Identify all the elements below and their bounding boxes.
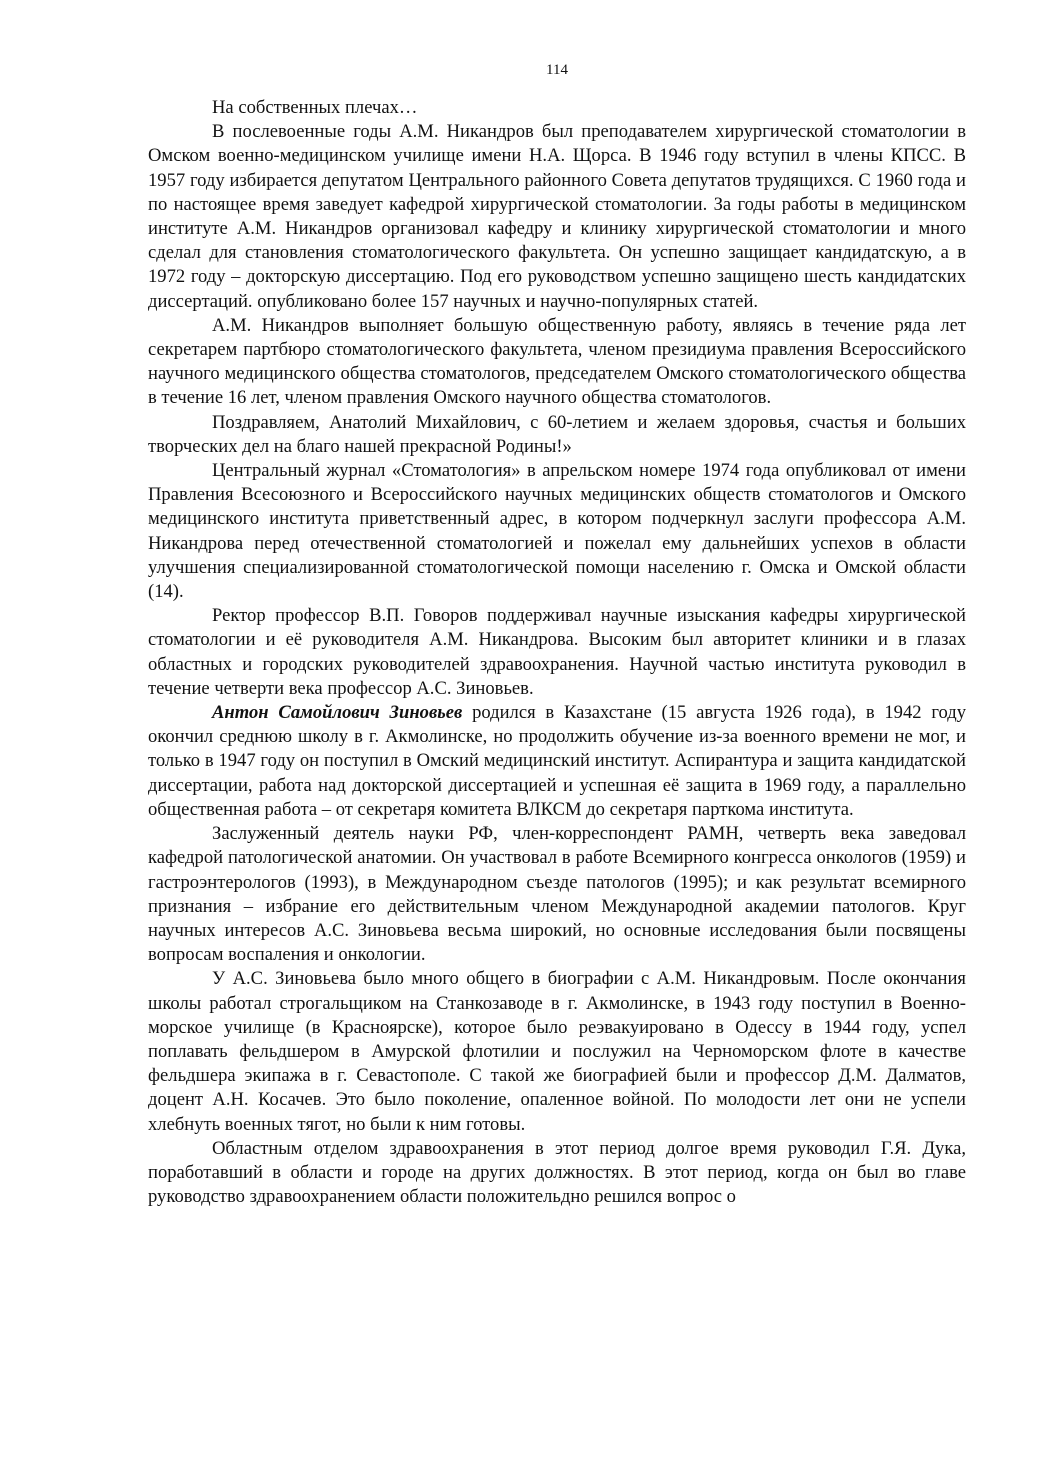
person-name-zinoviev: Антон Самойлович Зиновьев <box>212 702 463 724</box>
page-number: 114 <box>546 62 568 78</box>
paragraph-rector: Ректор профессор В.П. Говоров поддерживал научные изыскания кафедры хирургической стоматологии и её руководителя А.М. Никандрова. Высоким был авторитет клиники и в глазах областных и городских руководителей здравоохранения. Научной частью института руководил в течение четверти века профессор А.С. Зиновьев. <box>148 605 966 699</box>
paragraph-nikandrov-career: В послевоенные годы А.М. Никандров был преподавателем хирургической стоматологии в Омском военно-медицинском училище имени Н.А. Щорса. В 1946 году вступил в члены КПСС. В 1957 году избирается депутатом Центрального районного Совета депутатов трудящихся. С 1960 года и по настоящее время заведует кафедрой хирургической стоматологии. За годы работы в медицинском институте А.М. Никандров организовал кафедру и клинику хирургической стоматологии и много сделал для становления стоматологического факультета. Он успешно защищает кандидатскую, а в 1972 году – докторскую диссертацию. Под его руководством успешно защищено шесть кандидатских диссертаций. опубликовано более 157 научных и научно-популярных статей. <box>148 121 966 312</box>
paragraph-journal: Центральный журнал «Стоматология» в апрельском номере 1974 года опубликовал от имени Правления Всесоюзного и Всероссийского научных медицинских обществ стоматологов и Омского медицинского института приветственный адрес, в котором подчеркнул заслуги профессора А.М. Никандрова перед отечественной стоматологией и пожелал ему дальнейших успехов в области улучшения специализированной стоматологической помощи населению г. Омска и Омской области (14). <box>148 460 966 603</box>
paragraph-zinoviev-bio-text: родился в Казахстане (15 августа 1926 года), в 1942 году окончил среднюю школу в г. Акмолинске, но продолжить обучение из-за военного времени не мог, и только в 1947 году он поступил в Омский медицинский институт. Аспирантура и защита кандидатской диссертации, работа над докторской диссертацией и успешная её защита в 1969 году, а параллельно общественная работа – от секретаря комитета ВЛКСМ до секретаря парткома института. <box>148 702 967 820</box>
paragraph-nikandrov-public-work: А.М. Никандров выполняет большую общественную работу, являясь в течение ряда лет секретарем партбюро стоматологического факультета, членом президиума правления Всероссийского научного медицинского общества стоматологов, председателем Омского стоматологического общества в течение 16 лет, членом правления Омского научного общества стоматологов. <box>148 314 966 409</box>
paragraph-health-department: Областным отделом здравоохранения в этот период долгое время руководил Г.Я. Дука, поработавший в области и городе на других должностях. В этот период, когда он был во главе руководство здравоохранением области положительдно решился вопрос о <box>148 1137 966 1208</box>
paragraph-congratulations: Поздравляем, Анатолий Михайлович, с 60-летием и желаем здоровья, счастья и больших творческих дел на благо нашей прекрасной Родины!» <box>148 411 966 457</box>
paragraph-zinoviev-bio <box>148 701 966 822</box>
document-page <box>148 60 966 1209</box>
paragraph-zinoviev-merits: Заслуженный деятель науки РФ, член-корреспондент РАМН, четверть века заведовал кафедрой патологической анатомии. Он участвовал в работе Всемирного конгресса онкологов (1959) и гастроэнтерологов (1993), в Международном съезде патологов (1995); и как результат всемирного признания – избрание его действительным членом Международной академии патологов. Круг научных интересов А.С. Зиновьева весьма широкий, но основные исследования были посвящены вопросам воспаления и онкологии. <box>148 823 966 966</box>
paragraph-common-biography: У А.С. Зиновьева было много общего в биографии с А.М. Никандровым. После окончания школы работал строгальщиком на Станкозаводе в г. Акмолинске, в 1943 году поступил в Военно-морское училище (в Красноярске), которое было реэвакуировано в Одессу в 1944 году, успел поплавать фельдшером в Амурской флотилии и послужил на Черноморском флоте в качестве фельдшера экипажа в г. Севастополе. С такой же биографией были и профессор Д.М. Далматов, доцент А.Н. Косачев. Это было поколение, опаленное войной. По молодости лет они не успели хлебнуть военных тягот, но были к ним готовы. <box>148 968 966 1135</box>
paragraph-heading-line: На собственных плечах… <box>212 97 418 118</box>
